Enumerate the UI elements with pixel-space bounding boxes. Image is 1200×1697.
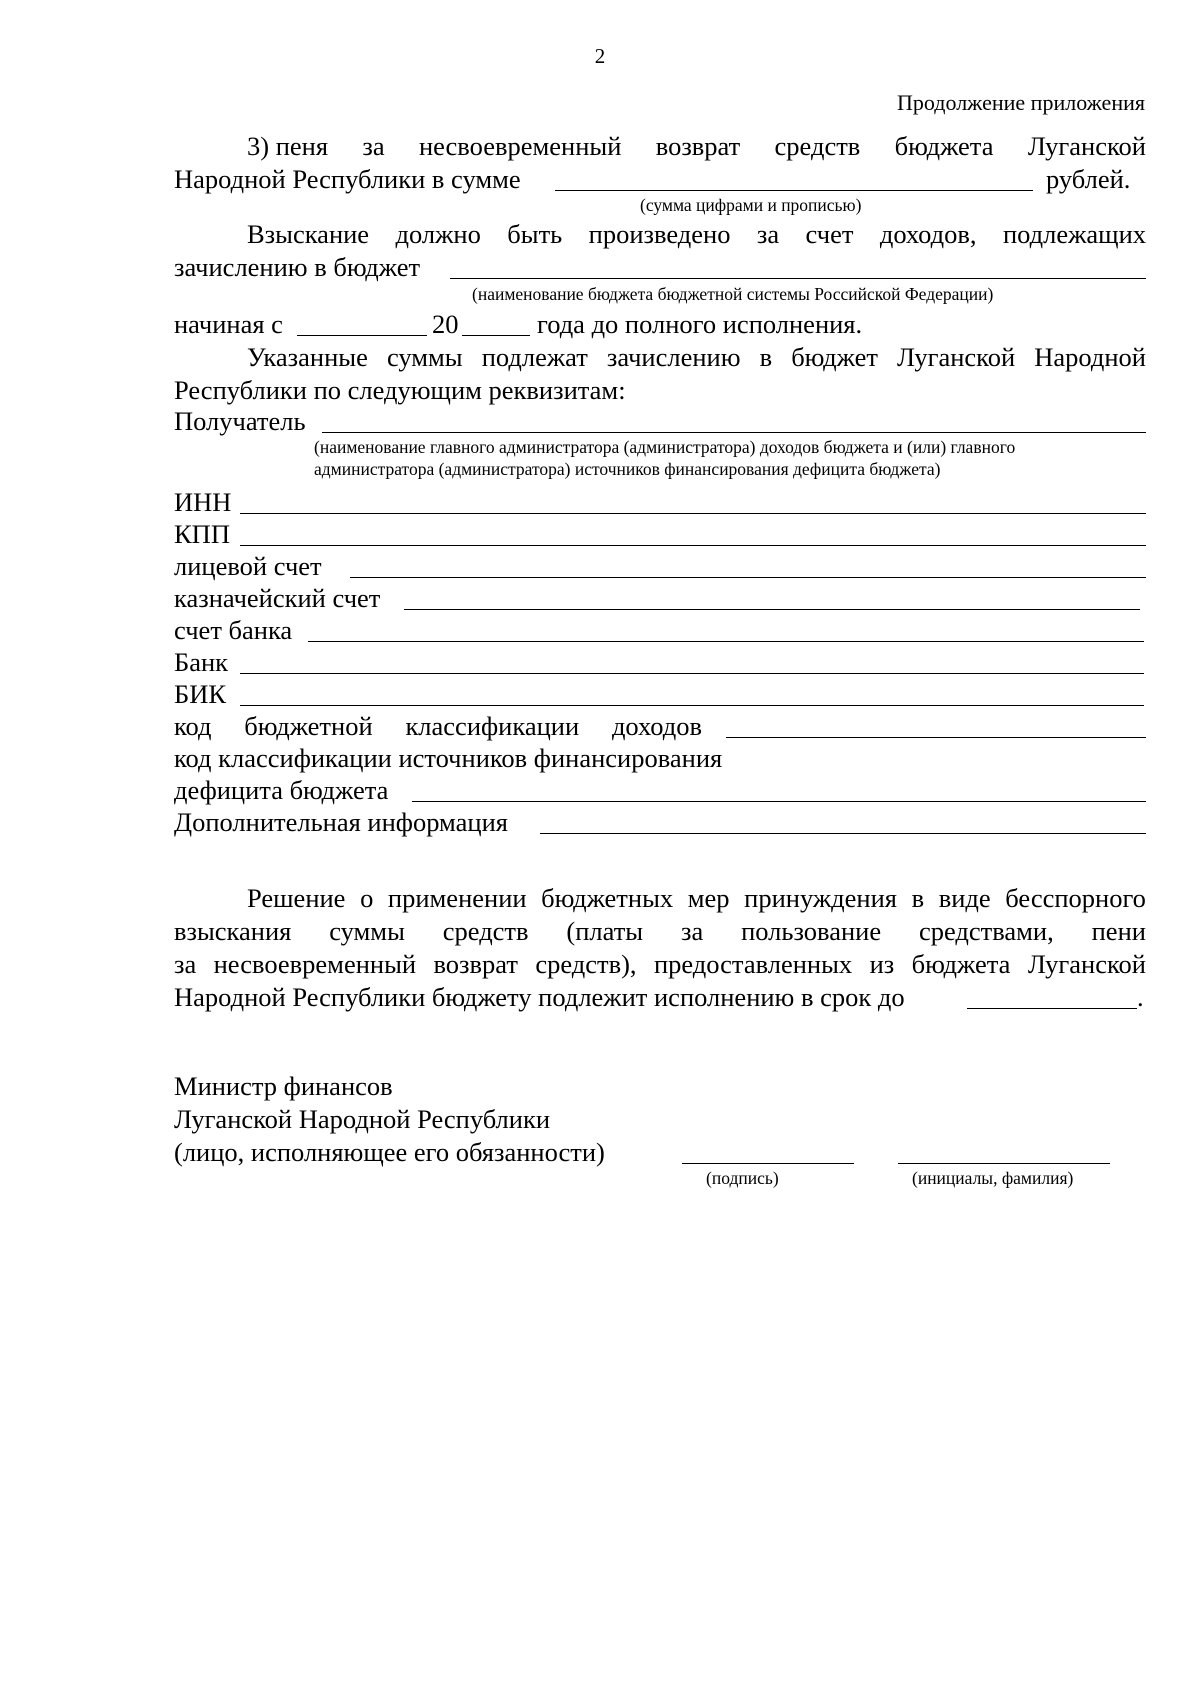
name-field[interactable] bbox=[898, 1163, 1110, 1164]
source-code-label-1: код классификации источников финансирования bbox=[174, 743, 723, 773]
budget-name-hint: (наименование бюджета бюджетной системы Российской Федерации) bbox=[472, 284, 994, 304]
decision-line-4: Народной Республики бюджету подлежит исполнению в срок до bbox=[174, 982, 905, 1012]
kpp-label: КПП bbox=[174, 519, 230, 549]
recovery-year-prefix: 20 bbox=[432, 309, 459, 339]
recovery-line-1: Взыскание должно быть произведено за счет доходов, подлежащих bbox=[247, 219, 1146, 249]
treasury-account-label: казначейский счет bbox=[174, 583, 381, 613]
source-code-label-2: дефицита бюджета bbox=[174, 775, 389, 805]
decision-line-1: Решение о применении бюджетных мер принуждения в виде бесспорного bbox=[247, 883, 1146, 913]
decision-line-3: за несвоевременный возврат средств), предоставленных из бюджета Луганской bbox=[174, 949, 1146, 979]
inn-label: ИНН bbox=[174, 487, 232, 517]
inn-field[interactable] bbox=[240, 513, 1146, 514]
budget-code-label: код бюджетной классификации доходов bbox=[174, 711, 702, 741]
start-date-field[interactable] bbox=[297, 335, 427, 336]
signatory-title-2: Луганской Народной Республики bbox=[174, 1104, 551, 1134]
start-year-field[interactable] bbox=[462, 335, 530, 336]
source-code-field[interactable] bbox=[412, 801, 1146, 802]
bik-label: БИК bbox=[174, 679, 227, 709]
penalty-line-1: 3) пеня за несвоевременный возврат средств бюджета Луганской bbox=[247, 131, 1146, 161]
penalty-line-2-prefix: Народной Республики в сумме bbox=[174, 164, 521, 194]
recovery-line-2-prefix: зачислению в бюджет bbox=[174, 252, 421, 282]
signature-field[interactable] bbox=[682, 1163, 854, 1164]
penalty-amount-field[interactable] bbox=[555, 190, 1033, 191]
treasury-account-field[interactable] bbox=[404, 609, 1140, 610]
budget-code-field[interactable] bbox=[726, 737, 1146, 738]
bank-account-label: счет банка bbox=[174, 615, 293, 645]
signatory-title-3: (лицо, исполняющее его обязанности) bbox=[174, 1137, 605, 1167]
kpp-field[interactable] bbox=[240, 545, 1146, 546]
personal-account-field[interactable] bbox=[350, 577, 1146, 578]
recipient-hint-1: (наименование главного администратора (администратора) доходов бюджета и (или) главного bbox=[314, 437, 1016, 457]
penalty-line-2-suffix: рублей. bbox=[1046, 164, 1131, 194]
recovery-line-3-suffix: года до полного исполнения. bbox=[537, 309, 863, 339]
decision-end-period: . bbox=[1137, 982, 1144, 1012]
additional-info-label: Дополнительная информация bbox=[174, 807, 508, 837]
penalty-amount-hint: (сумма цифрами и прописью) bbox=[640, 195, 862, 215]
recovery-line-3-prefix: начиная с bbox=[174, 309, 283, 339]
sums-line-1: Указанные суммы подлежат зачислению в бюджет Луганской Народной bbox=[247, 342, 1146, 372]
additional-info-field[interactable] bbox=[540, 833, 1146, 834]
decision-line-2: взыскания суммы средств (платы за пользование средствами, пени bbox=[174, 916, 1146, 946]
signature-hint: (подпись) bbox=[706, 1168, 779, 1188]
page-number: 2 bbox=[594, 44, 606, 68]
recipient-label: Получатель bbox=[174, 406, 306, 436]
bank-field[interactable] bbox=[240, 673, 1144, 674]
bik-field[interactable] bbox=[240, 705, 1144, 706]
personal-account-label: лицевой счет bbox=[174, 551, 322, 581]
sums-line-2: Республики по следующим реквизитам: bbox=[174, 375, 626, 405]
bank-label: Банк bbox=[174, 647, 229, 677]
bank-account-field[interactable] bbox=[308, 641, 1144, 642]
name-hint: (инициалы, фамилия) bbox=[912, 1168, 1074, 1188]
deadline-field[interactable] bbox=[967, 1008, 1137, 1009]
budget-name-field[interactable] bbox=[450, 278, 1146, 279]
signatory-title-1: Министр финансов bbox=[174, 1071, 393, 1101]
continuation-label: Продолжение приложения bbox=[897, 90, 1145, 115]
recipient-field[interactable] bbox=[322, 432, 1146, 433]
recipient-hint-2: администратора (администратора) источников финансирования дефицита бюджета) bbox=[314, 459, 941, 479]
